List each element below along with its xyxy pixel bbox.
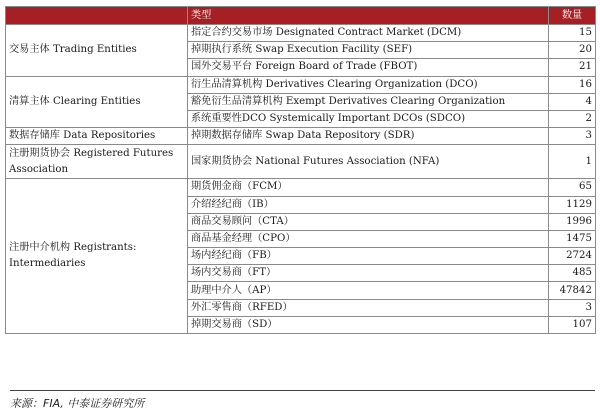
type-cell: 豁免衍生品清算机构 Exempt Derivatives Clearing Organization xyxy=(188,93,549,110)
category-cell: 注册期货协会 Registered Futures Association xyxy=(6,145,188,179)
count-cell: 20 xyxy=(549,42,596,59)
count-cell: 3 xyxy=(549,299,596,316)
category-cell: 注册中介机构 Registrants: Intermediaries xyxy=(6,179,188,334)
count-cell: 1996 xyxy=(549,213,596,230)
source-note: 来源：FIA, 中泰证券研究所 xyxy=(10,390,595,411)
table-row xyxy=(6,179,596,196)
category-cell: 清算主体 Clearing Entities xyxy=(6,76,188,128)
count-cell: 16 xyxy=(549,76,596,93)
count-cell: 65 xyxy=(549,179,596,196)
count-cell: 3 xyxy=(549,128,596,145)
table-row xyxy=(6,76,596,93)
count-cell: 1475 xyxy=(549,230,596,247)
count-cell: 1 xyxy=(549,145,596,179)
type-cell: 指定合约交易市场 Designated Contract Market (DCM) xyxy=(188,25,549,42)
type-cell: 外汇零售商（RFED） xyxy=(188,299,549,316)
category-cell: 交易主体 Trading Entities xyxy=(6,25,188,77)
document-body xyxy=(5,6,595,410)
type-cell: 商品基金经理（CPO） xyxy=(188,230,549,247)
header-count: 数量 xyxy=(549,7,596,25)
type-cell: 衍生品清算机构 Derivatives Clearing Organization (DCO) xyxy=(188,76,549,93)
type-cell: 国外交易平台 Foreign Board of Trade (FBOT) xyxy=(188,59,549,76)
count-cell: 47842 xyxy=(549,282,596,299)
header-type: 类型 xyxy=(188,7,549,25)
type-cell: 掉期数据存储库 Swap Data Repository (SDR) xyxy=(188,128,549,145)
type-cell: 场内经纪商（FB） xyxy=(188,248,549,265)
type-cell: 系统重要性DCO Systemically Important DCOs (SDCO) xyxy=(188,110,549,127)
table-row xyxy=(6,145,596,179)
type-cell: 国家期货协会 National Futures Association (NFA) xyxy=(188,145,549,179)
table-header-row xyxy=(6,7,596,25)
table-row xyxy=(6,25,596,42)
type-cell: 商品交易顾问（CTA） xyxy=(188,213,549,230)
table-body xyxy=(6,25,596,334)
type-cell: 助理中介人（AP） xyxy=(188,282,549,299)
count-cell: 1129 xyxy=(549,196,596,213)
category-cell: 数据存储库 Data Repositories xyxy=(6,128,188,145)
header-category xyxy=(6,7,188,25)
type-cell: 场内交易商（FT） xyxy=(188,265,549,282)
count-cell: 21 xyxy=(549,59,596,76)
type-cell: 介绍经纪商（IB） xyxy=(188,196,549,213)
count-cell: 2 xyxy=(549,110,596,127)
count-cell: 107 xyxy=(549,316,596,333)
regulated-entities-table xyxy=(5,6,596,334)
type-cell: 掉期执行系统 Swap Execution Facility (SEF) xyxy=(188,42,549,59)
count-cell: 2724 xyxy=(549,248,596,265)
type-cell: 期货佣金商（FCM） xyxy=(188,179,549,196)
type-cell: 掉期交易商（SD） xyxy=(188,316,549,333)
count-cell: 485 xyxy=(549,265,596,282)
count-cell: 15 xyxy=(549,25,596,42)
table-row xyxy=(6,128,596,145)
count-cell: 4 xyxy=(549,93,596,110)
